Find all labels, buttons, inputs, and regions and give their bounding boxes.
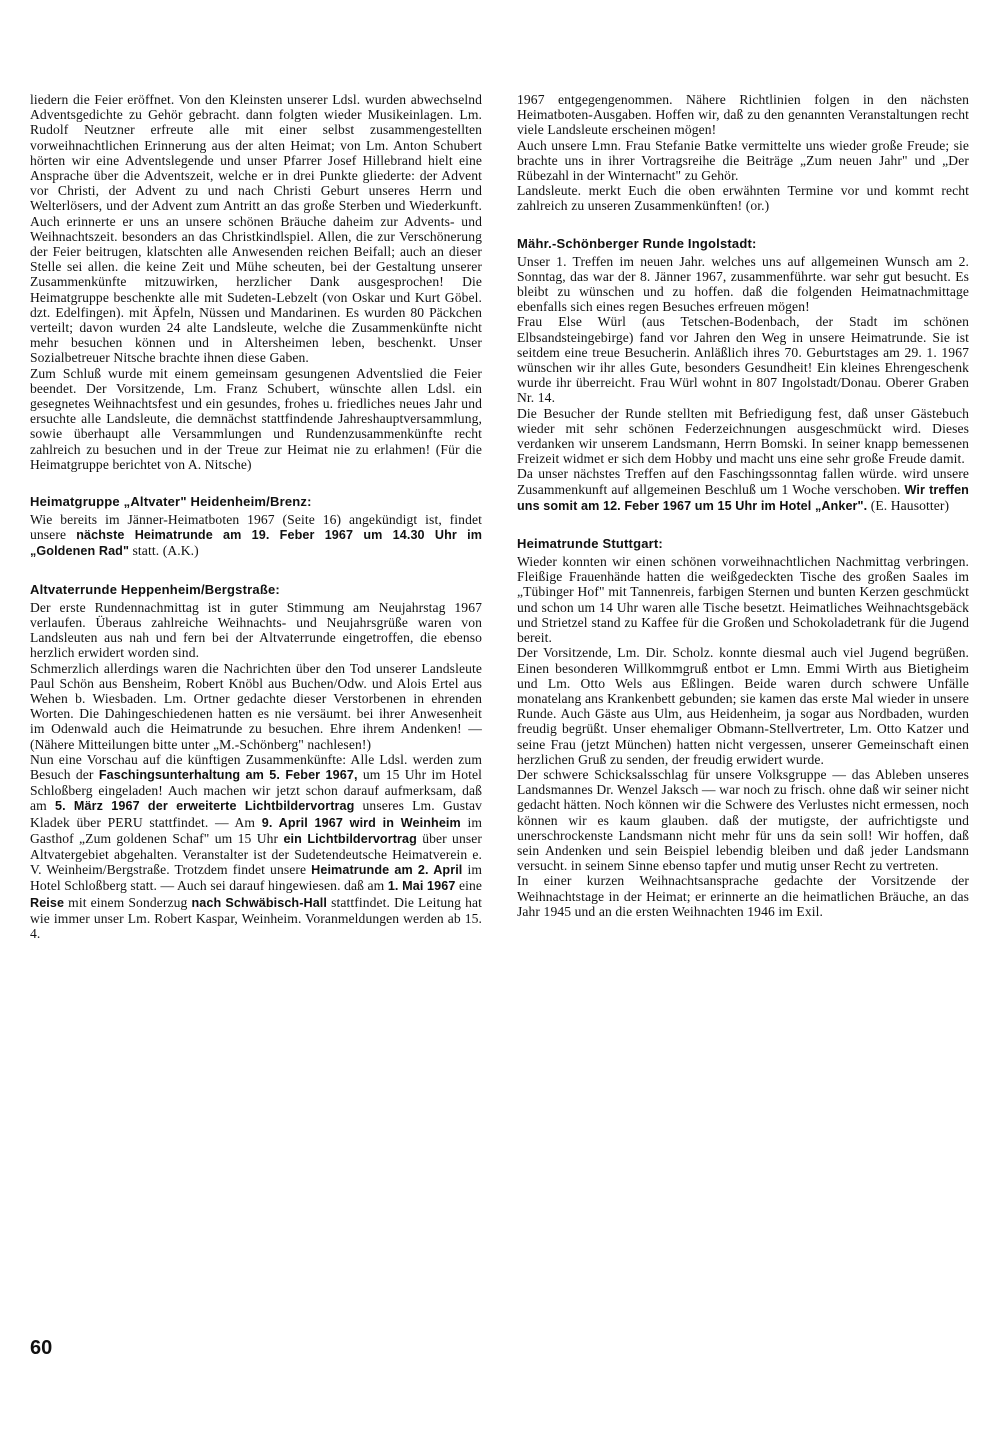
article-paragraph: Zum Schluß wurde mit einem gemeinsam gesungenen Adventslied die Feier beendet. Der Vorsitzende, Lm. Franz Schubert, wünschte allen Ldsl. ein gesegnetes Weihnachtsfest und ein gesundes, frohes u. friedliches neues Jahr und ersuchte alle Landsleute, die demnächst stattfindende Jahreshauptversammlung, sowie überhaupt alle Versammlungen und Rundenzusammenkünfte recht zahlreich zu besuchen und in der Treue zur Heimat nie zu erlahmen! (Für die Heimatgruppe berichtet von A. Nitsche) <box>30 365 482 472</box>
article-paragraph: Schmerzlich allerdings waren die Nachrichten über den Tod unserer Landsleute Paul Schön aus Bensheim, Robert Knöbl aus Buchen/Odw. und Alois Ertel aus Wehen b. Wiesbaden. Lm. Ortner gedachte dieser Verstorbenen in ehrenden Worten. Die Dahingeschiedenen hatten es nie versäumt. bei ihrer Anwesenheit im Odenwald auch die Heimatrunde zu besuchen. Ehre ihrem Andenken! — (Nähere Mitteilungen bitte unter „M.-Schönberg" nachlesen!) <box>30 660 482 752</box>
section-heading-heppenheim: Altvaterrunde Heppenheim/Bergstraße: <box>30 581 280 597</box>
article-paragraph: Die Besucher der Runde stellten mit Befriedigung fest, daß unser Gästebuch wieder mit sehr schönen Federzeichnungen ausgeschmückt wird. Dieses verdanken wir unserem Landsmann, Herrn Bomski. In seiner knapp bemessenen Freizeit widmet er sich dem Hobby und macht uns eine sehr große Freude damit. <box>517 405 969 467</box>
section-heading-heidenheim: Heimatgruppe „Altvater" Heidenheim/Brenz: <box>30 494 312 510</box>
bold-text: 5. März 1967 der erweiterte Lichtbildervortrag <box>54 799 355 814</box>
article-paragraph: Der erste Rundennachmittag ist in guter Stimmung am Neujahrstag 1967 verlaufen. Überaus zahlreiche Weihnachts- und Neujahrsgrüße waren von Landsleuten aus nah und fern bei der Altvaterrunde eingetroffen, die ebenso herzlich erwidert worden sind. <box>30 599 482 661</box>
bold-text: Faschingsunterhaltung am 5. Feber 1967, <box>98 767 358 782</box>
article-paragraph: 1967 entgegengenommen. Nähere Richtlinien folgen in den nächsten Heimatboten-Ausgaben. Hoffen wir, daß zu den genannten Veranstaltungen recht viele Landsleute erscheinen mögen! <box>517 92 969 138</box>
bold-text: 1. Mai 1967 <box>387 879 456 894</box>
article-paragraph: In einer kurzen Weihnachtsansprache gedachte der Vorsitzende der Weihnachtstage in der Heimat; er erinnerte an die heimatlichen Bräuche, an das Jahr 1945 und an die ersten Weihnachten 1946 im Exil. <box>517 873 969 919</box>
article-paragraph: Auch unsere Lmn. Frau Stefanie Batke vermittelte uns wieder große Freude; sie brachte uns in ihrer Vortragsreihe die Beiträge „Zum neuen Jahr" und „Der Rübezahl in der Winternacht" zu Gehör. <box>517 137 969 184</box>
bold-text: Wir treffen uns somit am 12. Feber 1967 um 15 Uhr im Hotel „Anker". <box>517 482 969 513</box>
article-paragraph: Landsleute. merkt Euch die oben erwähnten Termine vor und kommt recht zahlreich zu unseren Zusammenkünften! (or.) <box>517 183 969 214</box>
article-paragraph: liedern die Feier eröffnet. Von den Kleinsten unserer Ldsl. wurden abwechselnd Adventsgedichte zu Gehör gebracht. dann folgten wieder Musikeinlagen. Lm. Rudolf Neutzner erfreute alle mit einer selbst zusammengestellten vorweihnachtlichen Erinnerung aus der alten Heimat; von Lm. Anton Schubert hörten wir eine Adventslegende und unser Pfarrer Josef Hillebrand hielt eine Ansprache über die Adventszeit, welche er in drei Punkte gliederte: der Advent vor Christi, der Advent zu und nach Christi Geburt unseres Herrn und Welterlösers, und der Advent zum Antritt an das große Sterben und Wiederkunft. Auch erinnerte er uns an unsere schönen Bräuche daheim zur Advents- und Weihnachtszeit. besonders an das Christkindlspiel. Allen, die zur Verschönerung der Feier beitrugen, klatschten alle Anwesenden reichen Beifall; auch an dieser Stelle sei allen. die keine Zeit und Mühe scheuten, bei der Gestaltung unserer Zusammenkünfte mitzuwirken, herzlicher Dank ausgesprochen! Die Heimatgruppe beschenkte alle mit Sudeten-Lebzelt (von Oskar und Kurt Göbel. dzt. Edelfingen). mit Äpfeln, Nüssen und Mandarinen. Es wurden 80 Päckchen verteilt; davon wurden 24 alte Landsleute, welche die Zusammenkünfte nicht mehr besuchen können und in Altersheimen leben, beschenkt. Unser Sozialbetreuer Nitsche brachte ihnen diese Gaben. <box>30 92 482 366</box>
section-heading-stuttgart: Heimatrunde Stuttgart: <box>517 536 663 552</box>
left-column <box>30 92 482 941</box>
bold-text: nach Schwäbisch-Hall <box>191 895 328 910</box>
article-paragraph: Der Vorsitzende, Lm. Dir. Scholz. konnte diesmal auch viel Jugend begrüßen. Einen besonderen Willkommgruß entbot er Lmn. Emmi Wirth aus Bietigheim und Lm. Otto Wels aus Eßlingen. Beide waren durch schwere Unfälle monatelang ans Krankenbett gebunden; sie kamen das erste Mal wieder in unsere Runde. Auch Gäste aus Ulm, aus Heidenheim, ja sogar aus Nordbaden, wurden freudig begrüßt. Unser ehemaliger Obmann-Stellvertreter, Lm. Otto Katzer und seine Frau (jetzt München) hatten nicht vergessen, unserer Gemeinschaft einen herzlichen Gruß zu senden, der freudig erwidert wurde. <box>517 645 969 767</box>
article-paragraph: Frau Else Würl (aus Tetschen-Bodenbach, der Stadt im schönen Elbsandsteingebirge) fand vor Jahren den Weg in unsere Heimatrunde. Sie ist seitdem eine treue Besucherin. Anläßlich ihres 70. Geburtstages am 29. 1. 1967 wünschen wir ihr alles Gute, besonders Gesundheit! Ein kleines Ehrengeschenk wurde ihr überreicht. Frau Würl wohnt in 807 Ingolstadt/Donau. Oberer Graben Nr. 14. <box>517 314 969 406</box>
article-paragraph: Der schwere Schicksalsschlag für unsere Volksgruppe — das Ableben unseres Landsmannes Dr. Wenzel Jaksch — war noch zu frisch. ohne daß wir seiner nicht gedacht hätten. Noch können wir die Schwere des Verlustes nicht ermessen, noch können wir es kaum glauben. daß der mutigste, der aufrichtigste und unerschrockenste Landsmann nicht mehr für uns da sein soll! Wir hoffen, daß sein Andenken und sein Beispiel lebendig bleiben und daß jeder Landsmann versucht. in seinem Sinne ebenso tapfer und mutig unser Recht zu vertreten. <box>517 766 969 874</box>
article-paragraph: Wie bereits im Jänner-Heimatboten 1967 (Seite 16) angekündigt ist, findet unsere nächste Heimatrunde am 19. Feber 1967 um 14.30 Uhr im „Goldenen Rad" statt. (A.K.) <box>30 512 482 559</box>
bold-text: Reise <box>30 895 65 910</box>
bold-text: 9. April 1967 wird in Weinheim <box>261 815 461 830</box>
bold-text: ein Lichtbildervortrag <box>283 831 417 846</box>
section-heading-ingolstadt: Mähr.-Schönberger Runde Ingolstadt: <box>517 235 757 251</box>
article-paragraph: Unser 1. Treffen im neuen Jahr. welches uns auf allgemeinen Wunsch am 2. Sonntag, das war der 8. Jänner 1967, zusammenführte. war sehr gut besucht. Es bleibt zu wünschen und zu hoffen. daß die folgenden Heimatnachmittage ebenfalls sich eines regen Besuches erfreuen mögen! <box>517 253 969 315</box>
bold-text: Heimatrunde am 2. April <box>311 863 463 878</box>
article-paragraph: Da unser nächstes Treffen auf den Faschingssonntag fallen würde. wird unsere Zusammenkunft auf allgemeinen Beschluß um 1 Woche verschoben. Wir treffen uns somit am 12. Feber 1967 um 15 Uhr im Hotel „Anker". (E. Hausotter) <box>517 466 969 513</box>
bold-text: nächste Heimatrunde am 19. Feber 1967 um 14.30 Uhr im „Goldenen Rad" <box>30 528 482 559</box>
article-paragraph: Wieder konnten wir einen schönen vorweihnachtlichen Nachmittag verbringen. Fleißige Frauenhände hatten die weißgedeckten Tische des großen Saales im „Tübinger Hof" mit Tannenreis, farbigen Sternen und bunten Kerzen geschmückt und schon um 14 Uhr waren alle Tische besetzt. Heimatliches Weihnachtsgebäck und Strietzel stand zu Kaffee für die Großen und Schokoladetrank für die Jugend bereit. <box>517 554 969 646</box>
page-number: 60 <box>30 1337 53 1359</box>
right-column <box>517 92 969 919</box>
article-paragraph: Nun eine Vorschau auf die künftigen Zusammenkünfte: Alle Ldsl. werden zum Besuch der Faschingsunterhaltung am 5. Feber 1967, um 15 Uhr im Hotel Schloßberg eingeladen! Auch machen wir jetzt schon darauf aufmerksam, daß am 5. März 1967 der erweiterte Lichtbildervortrag unseres Lm. Gustav Kladek über PERU stattfindet. — Am 9. April 1967 wird in Weinheim im Gasthof „Zum goldenen Schaf" um 15 Uhr ein Lichtbildervortrag über unser Altvatergebiet abgehalten. Veranstalter ist der Sudetendeutsche Heimatverein e. V. Weinheim/Bergstraße. Trotzdem findet unsere Heimatrunde am 2. April im Hotel Schloßberg statt. — Auch sei darauf hingewiesen. daß am 1. Mai 1967 eine Reise mit einem Sonderzug nach Schwäbisch-Hall stattfindet. Die Leitung hat wie immer unser Lm. Robert Kaspar, Weinheim. Voranmeldungen werden ab 15. 4. <box>30 751 483 941</box>
